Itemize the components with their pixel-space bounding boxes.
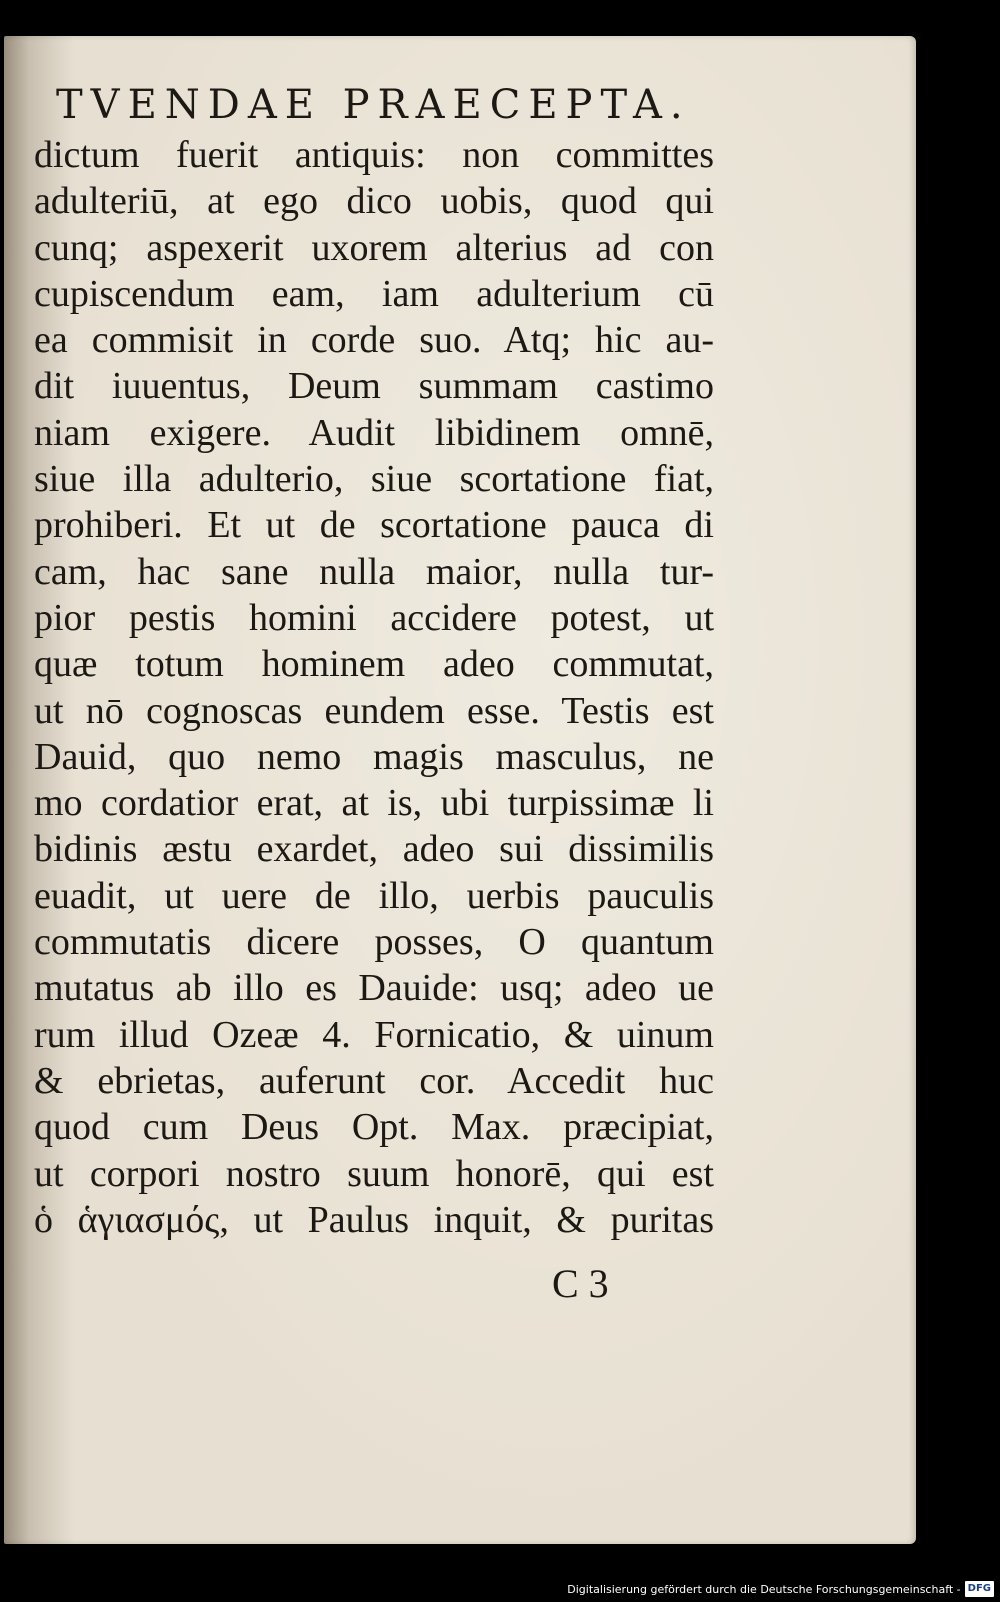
- text-line: ut corpori nostro suum honorē, qui est: [34, 1152, 714, 1195]
- running-head: TVENDAE PRAECEPTA.: [56, 82, 691, 128]
- text-line: ea commisit in corde suo. Atq; hic au-: [34, 319, 714, 362]
- text-line: pior pestis homini accidere potest, ut: [34, 596, 714, 639]
- text-line: dictum fuerit antiquis: non committes: [34, 134, 714, 176]
- text-line: ut nō cognoscas eundem esse. Testis est: [34, 689, 714, 732]
- text-line: adulteriū, at ego dico uobis, quod qui: [34, 180, 714, 223]
- text-body: [34, 132, 714, 1243]
- text-line: cupiscendum eam, iam adulterium cū: [34, 272, 714, 315]
- credit-text: Digitalisierung gefördert durch die Deutsche Forschungsgemeinschaft -: [567, 1582, 961, 1596]
- text-line: euadit, ut uere de illo, uerbis pauculis: [34, 874, 714, 917]
- text-line: & ebrietas, auferunt cor. Accedit huc: [34, 1059, 714, 1102]
- text-line: niam exigere. Audit libidinem omnē,: [34, 411, 714, 454]
- text-line: quod cum Deus Opt. Max. præcipiat,: [34, 1106, 714, 1149]
- text-line: commutatis dicere posses, O quantum: [34, 921, 714, 964]
- text-line: Dauid, quo nemo magis masculus, ne: [34, 735, 714, 778]
- dfg-logo: DFG: [965, 1581, 994, 1597]
- text-line: prohiberi. Et ut de scortatione pauca di: [34, 504, 714, 547]
- text-line: rum illud Ozeæ 4. Fornicatio, & uinum: [34, 1013, 714, 1056]
- text-line: mutatus ab illo es Dauide: usq; adeo ue: [34, 967, 714, 1010]
- text-line: quæ totum hominem adeo commutat,: [34, 643, 714, 686]
- book-page: [4, 36, 916, 1544]
- text-line: cunq; aspexerit uxorem alterius ad con: [34, 226, 714, 269]
- text-line: cam, hac sane nulla maior, nulla tur-: [34, 550, 714, 593]
- text-line: ὁ ἁγιασμός, ut Paulus inquit, & puritas: [34, 1198, 714, 1241]
- text-line: bidinis æstu exardet, adeo sui dissimilis: [34, 828, 714, 871]
- text-line: siue illa adulterio, siue scortatione fiat,: [34, 458, 714, 501]
- digitization-credit: [567, 1580, 994, 1598]
- signature-mark: C 3: [552, 1261, 609, 1306]
- text-line: mo cordatior erat, at is, ubi turpissimæ li: [34, 782, 714, 825]
- text-line: dit iuuentus, Deum summam castimo: [34, 365, 714, 408]
